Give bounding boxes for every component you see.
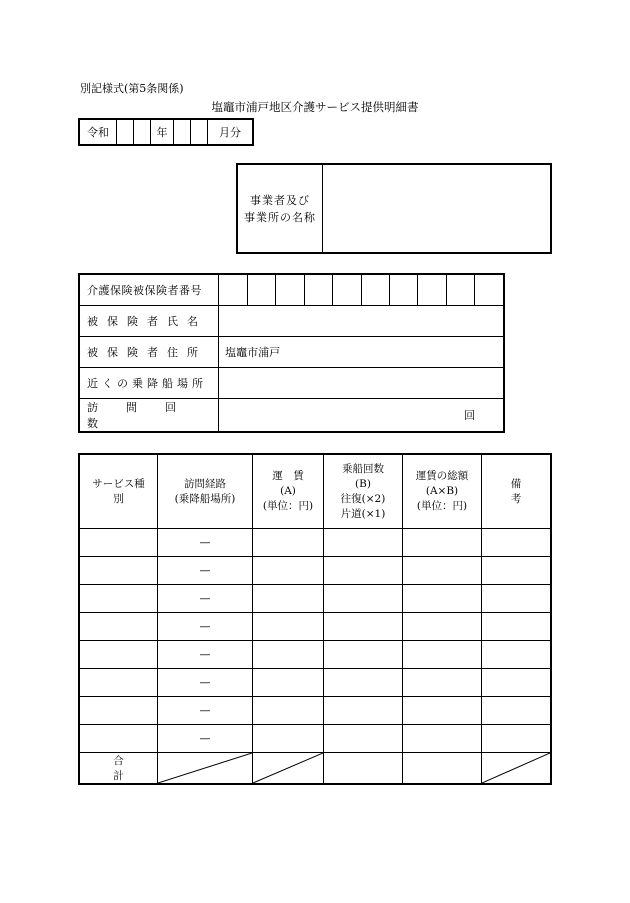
boarding-place-field[interactable] — [219, 368, 504, 399]
header-boarding-count — [324, 454, 403, 529]
insured-number-digit[interactable] — [247, 274, 275, 306]
service-type-cell[interactable] — [79, 697, 158, 725]
insured-number-digit[interactable] — [276, 274, 304, 306]
fare-cell[interactable] — [253, 529, 324, 557]
total-cell[interactable] — [403, 585, 482, 613]
header-count-line2: (B) — [355, 477, 371, 490]
service-type-cell[interactable] — [79, 557, 158, 585]
insured-number-digit[interactable] — [389, 274, 417, 306]
service-type-cell[interactable] — [79, 613, 158, 641]
insured-number-digit[interactable] — [304, 274, 332, 306]
remarks-cell[interactable] — [482, 641, 552, 669]
count-cell[interactable] — [324, 585, 403, 613]
table-row — [79, 557, 551, 585]
route-cell[interactable] — [158, 557, 253, 585]
header-total-line2: (A×B) — [425, 485, 459, 497]
month-digit-1[interactable] — [174, 119, 191, 145]
count-cell[interactable] — [324, 613, 403, 641]
route-cell[interactable] — [158, 641, 253, 669]
total-row — [79, 753, 551, 785]
total-cell[interactable] — [403, 725, 482, 753]
insured-name-field[interactable] — [219, 306, 504, 337]
route-dash: — — [199, 648, 211, 661]
header-total-line3: (単位：円) — [416, 500, 468, 512]
fare-cell[interactable] — [253, 557, 324, 585]
insured-address-label: 被保険者住所 — [79, 337, 219, 368]
route-dash: — — [199, 564, 211, 577]
table-row — [79, 669, 551, 697]
insured-number-digit[interactable] — [446, 274, 474, 306]
service-table — [78, 453, 552, 785]
header-fare-line3: (単位：円) — [262, 500, 314, 512]
service-type-cell[interactable] — [79, 585, 158, 613]
header-count-line3: 往復(×2) — [340, 492, 386, 505]
service-type-cell[interactable] — [79, 725, 158, 753]
visit-count-unit: 回 — [464, 409, 475, 422]
route-cell[interactable] — [158, 613, 253, 641]
table-row — [79, 613, 551, 641]
boarding-place-label: 近くの乗降船場所 — [79, 368, 219, 399]
fare-cell[interactable] — [253, 613, 324, 641]
table-row — [79, 585, 551, 613]
route-dash: — — [199, 592, 211, 605]
table-row — [79, 529, 551, 557]
insured-address-field[interactable]: 塩竈市浦戸 — [219, 337, 504, 368]
fare-cell[interactable] — [253, 669, 324, 697]
route-cell[interactable] — [158, 529, 253, 557]
count-cell[interactable] — [324, 529, 403, 557]
service-type-cell[interactable] — [79, 641, 158, 669]
total-cell[interactable] — [403, 669, 482, 697]
header-route — [158, 454, 253, 529]
year-digit-1[interactable] — [117, 119, 134, 145]
diagonal-strike — [482, 753, 550, 783]
provider-label — [237, 164, 323, 253]
header-remarks: 備考 — [482, 454, 552, 529]
header-service-type — [79, 454, 158, 529]
total-cell[interactable] — [403, 529, 482, 557]
route-cell[interactable] — [158, 669, 253, 697]
total-remarks-struck-cell — [482, 753, 552, 785]
diagonal-strike — [253, 753, 323, 783]
count-cell[interactable] — [324, 669, 403, 697]
header-fare-line1: 運 賃 — [272, 470, 304, 482]
count-cell[interactable] — [324, 697, 403, 725]
table-row — [79, 725, 551, 753]
route-dash: — — [199, 536, 211, 549]
header-service-type-line1: サービス種 — [92, 477, 145, 490]
fare-cell[interactable] — [253, 725, 324, 753]
remarks-cell[interactable] — [482, 669, 552, 697]
route-dash: — — [199, 732, 211, 745]
route-cell[interactable] — [158, 725, 253, 753]
remarks-cell[interactable] — [482, 725, 552, 753]
insured-info-table — [78, 273, 505, 433]
fare-cell[interactable] — [253, 641, 324, 669]
route-cell[interactable] — [158, 697, 253, 725]
header-route-line1: 訪問経路 — [184, 477, 226, 490]
date-box — [78, 118, 254, 146]
header-total-line1: 運賃の総額 — [415, 470, 469, 482]
insured-number-digit[interactable] — [361, 274, 389, 306]
visit-count-label: 訪問回数 — [79, 399, 219, 433]
route-dash: — — [199, 620, 211, 633]
route-cell[interactable] — [158, 585, 253, 613]
form-title: 塩竈市浦戸地区介護サービス提供明細書 — [211, 100, 419, 114]
remarks-cell[interactable] — [482, 529, 552, 557]
remarks-cell[interactable] — [482, 557, 552, 585]
fare-cell[interactable] — [253, 585, 324, 613]
header-fare-total — [403, 454, 482, 529]
table-row — [79, 697, 551, 725]
year-digit-2[interactable] — [134, 119, 151, 145]
total-cell[interactable] — [403, 557, 482, 585]
total-route-struck-cell — [158, 753, 253, 785]
insured-number-digit[interactable] — [219, 274, 247, 306]
month-digit-2[interactable] — [191, 119, 208, 145]
total-amount-cell[interactable] — [403, 753, 482, 785]
total-cell[interactable] — [403, 613, 482, 641]
header-count-line1: 乗船回数 — [342, 462, 384, 475]
total-fare-struck-cell — [253, 753, 324, 785]
table-row — [79, 641, 551, 669]
remarks-cell[interactable] — [482, 697, 552, 725]
provider-box — [236, 163, 552, 254]
service-type-cell[interactable] — [79, 669, 158, 697]
header-route-line2: (乗降船場所) — [174, 492, 236, 505]
form-number: 別記様式(第5条関係) — [80, 82, 184, 95]
header-count-line4: 片道(×1) — [340, 507, 386, 520]
insured-number-label: 介護保険被保険者番号 — [79, 274, 219, 306]
route-dash: — — [199, 676, 211, 689]
diagonal-strike — [158, 753, 252, 783]
visit-count-field[interactable] — [219, 399, 504, 433]
insured-number-digit[interactable] — [475, 274, 504, 306]
provider-label-line2: 事業所の名称 — [244, 210, 316, 224]
total-cell[interactable] — [403, 697, 482, 725]
route-dash: — — [199, 704, 211, 717]
header-fare — [253, 454, 324, 529]
total-cell[interactable] — [403, 641, 482, 669]
insured-number-digit[interactable] — [418, 274, 446, 306]
fare-cell[interactable] — [253, 697, 324, 725]
remarks-cell[interactable] — [482, 613, 552, 641]
insured-name-label: 被保険者氏名 — [79, 306, 219, 337]
insured-number-digit[interactable] — [333, 274, 361, 306]
year-label: 年 — [151, 119, 174, 145]
count-cell[interactable] — [324, 725, 403, 753]
month-label: 月分 — [208, 119, 254, 145]
count-cell[interactable] — [324, 557, 403, 585]
service-type-cell[interactable] — [79, 529, 158, 557]
remarks-cell[interactable] — [482, 585, 552, 613]
provider-label-line1: 事業者及び — [250, 193, 310, 207]
header-fare-line2: (A) — [280, 485, 296, 497]
header-service-type-line2: 別 — [113, 492, 124, 505]
total-label: 合計 — [79, 753, 158, 785]
total-count-cell[interactable] — [324, 753, 403, 785]
provider-name-field[interactable] — [323, 164, 552, 253]
era-label: 令和 — [79, 119, 117, 145]
count-cell[interactable] — [324, 641, 403, 669]
